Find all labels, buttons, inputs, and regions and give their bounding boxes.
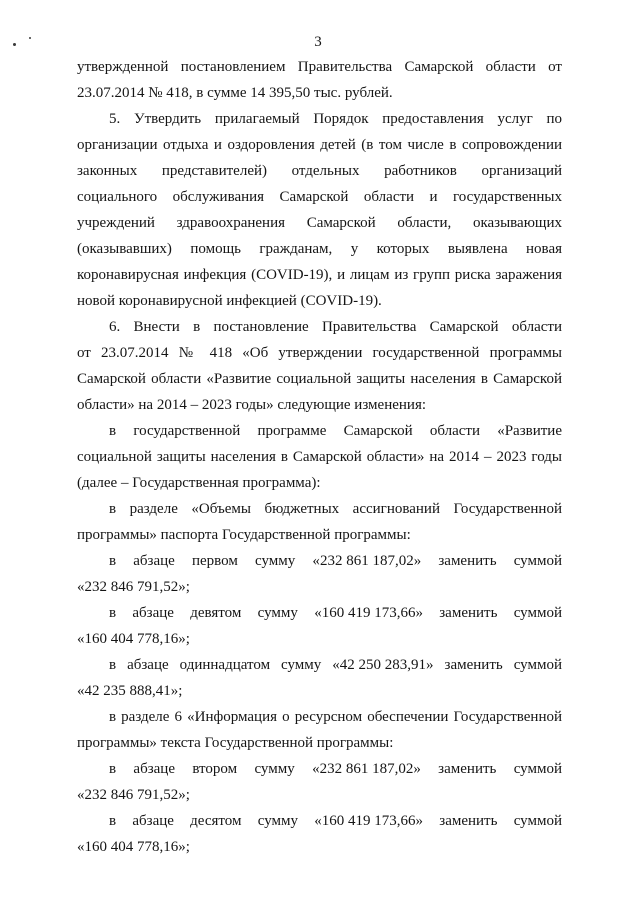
text-line: 23.07.2014 № 418, в сумме 14 395,50 тыс. рублей.: [77, 85, 393, 101]
text-line: (далее – Государственная программа):: [77, 475, 321, 491]
text-line: «42 235 888,41»;: [77, 683, 183, 699]
text-line: в разделе 6 «Информация о ресурсном обеспечении Государственной: [109, 709, 562, 725]
text-line: «160 404 778,16»;: [77, 839, 190, 855]
paragraph-section-6: [77, 704, 562, 756]
text-line: в абзаце втором сумму «232 861 187,02» заменить суммой: [109, 756, 562, 782]
paragraph-passport-section: [77, 496, 562, 548]
amount-value: 160 419 173,66: [321, 813, 416, 829]
text-line: в абзаце одиннадцатом сумму «42 250 283,91» заменить суммой: [109, 652, 562, 678]
text-line: программы» паспорта Государственной программы:: [77, 527, 411, 543]
text-line: новой коронавирусной инфекцией (COVID-19).: [77, 293, 382, 309]
paragraph-amendment: [77, 808, 562, 860]
text-line: 5. Утвердить прилагаемый Порядок предоставления услуг по: [109, 111, 562, 127]
text-line: утвержденной постановлением Правительства Самарской области от: [77, 59, 562, 75]
paragraph-item-5: [77, 106, 562, 314]
text-line: «232 846 791,52»;: [77, 579, 190, 595]
text-line: «160 404 778,16»;: [77, 631, 190, 647]
text-line: (оказывавших) помощь гражданам, у которых выявлена новая: [77, 241, 562, 257]
text-line: Самарской области «Развитие социальной защиты населения в Самарской: [77, 371, 562, 387]
text-line: коронавирусная инфекция (COVID-19), и лицам из групп риска заражения: [77, 267, 562, 283]
paragraph-item-6: [77, 314, 562, 418]
text-line: учреждений здравоохранения Самарской области, оказывающих: [77, 215, 562, 231]
text-line: программы» текста Государственной программы:: [77, 735, 394, 751]
text-line: в государственной программе Самарской области «Развитие: [109, 423, 562, 439]
paragraph-amendment: [77, 652, 562, 704]
text-line: в абзаце десятом сумму «160 419 173,66» заменить суммой: [109, 808, 562, 834]
text-line: социальной защиты населения в Самарской области» на 2014 – 2023 годы: [77, 449, 562, 465]
paragraph-amendment: [77, 548, 562, 600]
amount-value: 232 861 187,02: [319, 553, 414, 569]
page-number: 3: [314, 34, 322, 50]
paragraph-program-change: [77, 418, 562, 496]
text-line: области» на 2014 – 2023 годы» следующие изменения:: [77, 397, 427, 413]
text-line: организации отдыха и оздоровления детей (в том числе в сопровождении: [77, 137, 562, 153]
amount-value: 160 419 173,66: [321, 605, 416, 621]
text-line: «232 846 791,52»;: [77, 787, 190, 803]
text-line: законных представителей) отдельных работников организаций: [77, 163, 562, 179]
text-line: в разделе «Объемы бюджетных ассигнований Государственной: [109, 501, 562, 517]
text-line: от 23.07.2014 № 418 «Об утверждении государственной программы: [77, 345, 562, 361]
paragraph-continuation: [77, 54, 562, 106]
text-line: социального обслуживания Самарской области и государственных: [77, 189, 562, 205]
amount-value: 232 861 187,02: [319, 761, 414, 777]
text-line: в абзаце первом сумму «232 861 187,02» заменить суммой: [109, 548, 562, 574]
amount-value: 42 250 283,91: [339, 657, 427, 673]
paragraph-amendment: [77, 600, 562, 652]
text-line: в абзаце девятом сумму «160 419 173,66» заменить суммой: [109, 600, 562, 626]
text-line: 6. Внести в постановление Правительства Самарской области: [109, 319, 562, 335]
document-body: [77, 54, 562, 860]
paragraph-amendment: [77, 756, 562, 808]
